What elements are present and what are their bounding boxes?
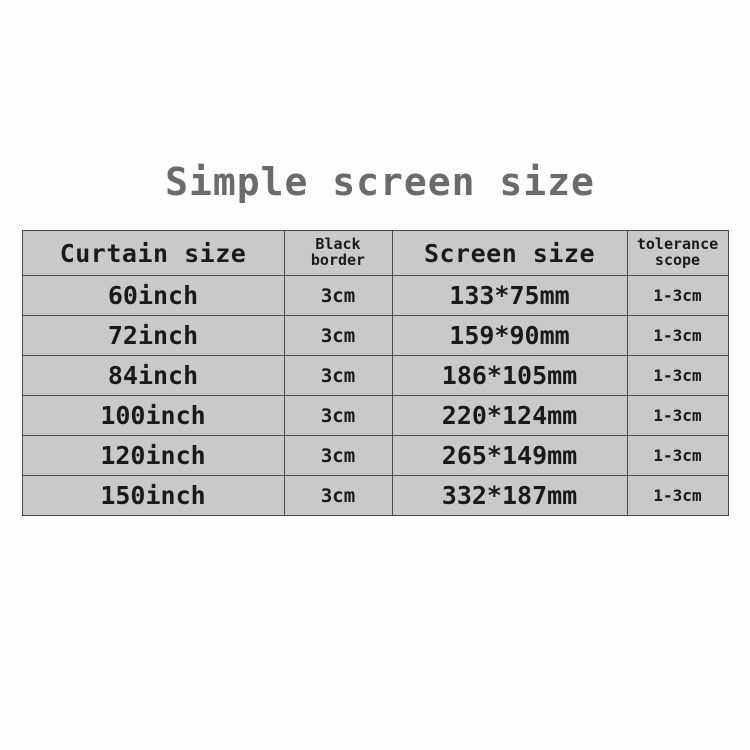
cell-screen-size: 186*105mm <box>392 356 627 396</box>
cell-tolerance-scope: 1-3cm <box>627 316 728 356</box>
column-header-black-border <box>284 231 392 276</box>
page-title: Simple screen size <box>165 160 595 204</box>
table-body <box>22 276 728 516</box>
cell-screen-size: 220*124mm <box>392 396 627 436</box>
column-header-curtain-size: Curtain size <box>22 231 284 276</box>
cell-screen-size: 133*75mm <box>392 276 627 316</box>
column-header-black-border-line1: Black <box>315 235 361 254</box>
column-header-black-border-line2: border <box>310 251 366 269</box>
cell-black-border: 3cm <box>284 396 392 436</box>
cell-screen-size: 332*187mm <box>392 476 627 516</box>
cell-black-border: 3cm <box>284 436 392 476</box>
cell-screen-size: 265*149mm <box>392 436 627 476</box>
cell-tolerance-scope: 1-3cm <box>627 356 728 396</box>
cell-tolerance-scope: 1-3cm <box>627 396 728 436</box>
table-header <box>22 231 728 276</box>
table-row <box>22 396 728 436</box>
cell-tolerance-scope: 1-3cm <box>627 276 728 316</box>
cell-tolerance-scope: 1-3cm <box>627 436 728 476</box>
cell-curtain-size: 100inch <box>22 396 284 436</box>
cell-curtain-size: 72inch <box>22 316 284 356</box>
column-header-tolerance-scope <box>627 231 728 276</box>
cell-black-border: 3cm <box>284 276 392 316</box>
table-row <box>22 436 728 476</box>
screen-size-table <box>22 230 729 516</box>
table-row <box>22 356 728 396</box>
column-header-tolerance-scope-line2: scope <box>654 251 701 269</box>
cell-black-border: 3cm <box>284 316 392 356</box>
cell-curtain-size: 150inch <box>22 476 284 516</box>
cell-screen-size: 159*90mm <box>392 316 627 356</box>
table-row <box>22 316 728 356</box>
cell-curtain-size: 84inch <box>22 356 284 396</box>
cell-black-border: 3cm <box>284 476 392 516</box>
cell-black-border: 3cm <box>284 356 392 396</box>
content-area <box>14 160 736 516</box>
table-header-row <box>22 231 728 276</box>
column-header-tolerance-scope-line1: tolerance <box>636 235 719 254</box>
column-header-screen-size: Screen size <box>392 231 627 276</box>
cell-curtain-size: 60inch <box>22 276 284 316</box>
cell-tolerance-scope: 1-3cm <box>627 476 728 516</box>
table-row <box>22 476 728 516</box>
cell-curtain-size: 120inch <box>22 436 284 476</box>
table-row <box>22 276 728 316</box>
